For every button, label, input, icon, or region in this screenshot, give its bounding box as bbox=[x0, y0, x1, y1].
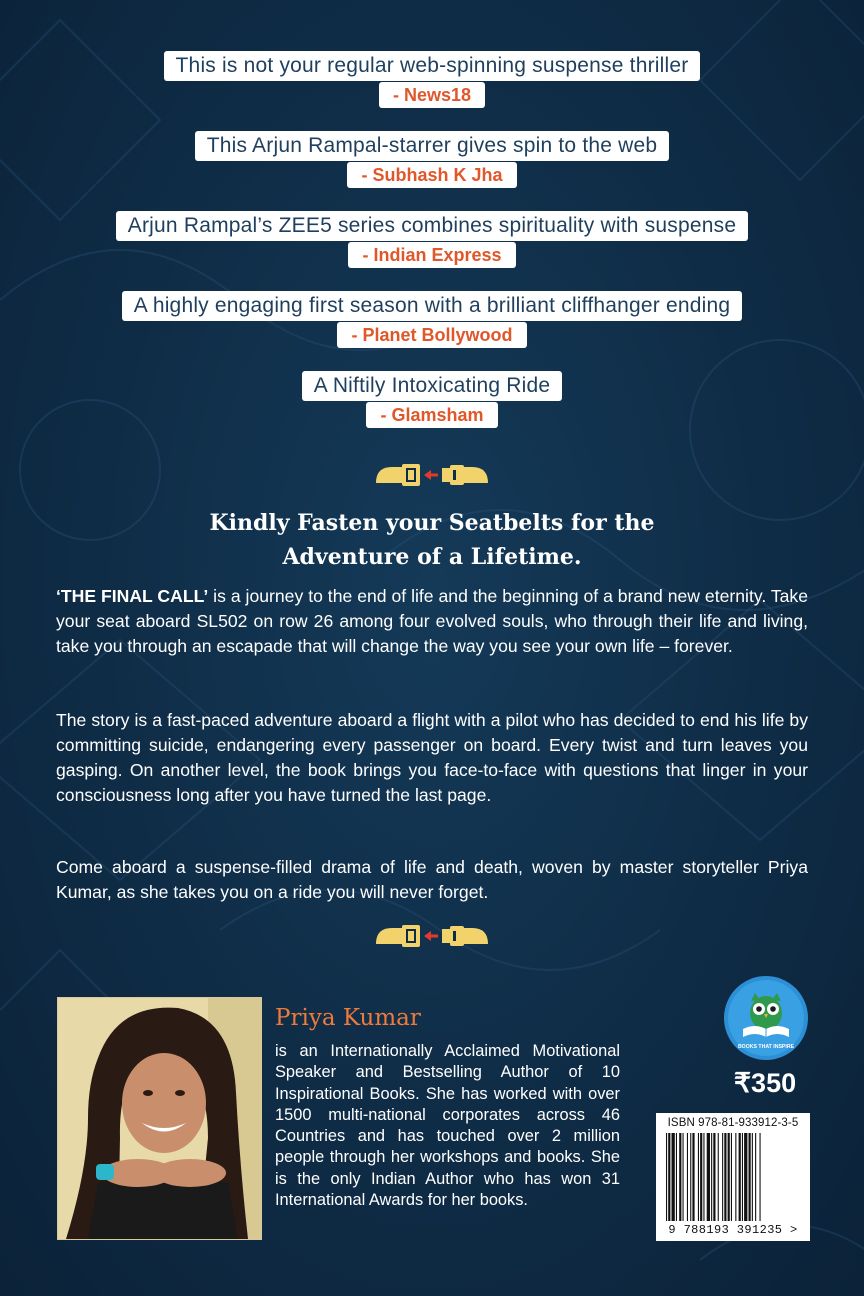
quote-block bbox=[0, 291, 864, 348]
barcode-bar bbox=[755, 1133, 756, 1221]
barcode-bar bbox=[742, 1133, 743, 1221]
headline bbox=[0, 506, 864, 574]
quote-text: This Arjun Rampal-starrer gives spin to the web bbox=[195, 131, 670, 161]
barcode-bar bbox=[744, 1133, 747, 1221]
owl-book-logo bbox=[723, 975, 809, 1061]
headline-line-1: Kindly Fasten your Seatbelts for the bbox=[209, 510, 655, 536]
barcode-bar bbox=[687, 1133, 688, 1221]
barcode-bar bbox=[676, 1133, 677, 1221]
synopsis-paragraph-3: Come aboard a suspense-filled drama of life and death, woven by master storyteller Priya Kumar, as she takes you on a ride you will never forget. bbox=[56, 857, 808, 902]
barcode-bar bbox=[728, 1133, 730, 1221]
quote-block bbox=[0, 211, 864, 268]
synopsis-paragraph-1 bbox=[56, 584, 808, 659]
barcode-bar bbox=[690, 1133, 691, 1221]
isbn-label: ISBN 978-81-933912-3-5 bbox=[667, 1117, 799, 1129]
barcode-bar bbox=[711, 1133, 712, 1221]
isbn-barcode bbox=[656, 1113, 810, 1241]
barcode-bar bbox=[683, 1133, 684, 1221]
price: ₹350 bbox=[733, 1068, 797, 1098]
barcode-bar bbox=[679, 1133, 681, 1221]
barcode-bar bbox=[749, 1133, 751, 1221]
quote-source: - News18 bbox=[379, 82, 485, 108]
quote-text: This is not your regular web-spinning suspense thriller bbox=[164, 51, 701, 81]
barcode-bar bbox=[731, 1133, 732, 1221]
paragraph-text: is a journey to the end of life and the beginning of a brand new eternity. Take your seat aboard SL502 on row 26 among four evolved souls, who through their life and living, take you through an escapade that will change the way you see your own life – forever. bbox=[56, 586, 808, 656]
quote-text: A Niftily Intoxicating Ride bbox=[302, 371, 563, 401]
barcode-bar bbox=[672, 1133, 675, 1221]
headline-line-2: Adventure of a Lifetime. bbox=[282, 544, 582, 570]
barcode-bars bbox=[664, 1133, 802, 1223]
author-bio: is an Internationally Acclaimed Motivational Speaker and Bestselling Author of 10 Inspirational Books. She has worked with over 1500 multi-national corporates across 46 Countries and has touched over 2 million people through her workshops and books. She is the only Indian Author who has won 31 International Awards for her books. bbox=[275, 1042, 620, 1210]
quote-source: - Indian Express bbox=[348, 242, 515, 268]
barcode-bar bbox=[692, 1133, 694, 1221]
isbn-digits: 9 788193 391235 > bbox=[668, 1223, 798, 1237]
barcode-bar bbox=[735, 1133, 736, 1221]
barcode-bar bbox=[666, 1133, 667, 1221]
barcode-bar bbox=[668, 1133, 670, 1221]
quote-text: A highly engaging first season with a brilliant cliffhanger ending bbox=[122, 291, 743, 321]
barcode-bar bbox=[739, 1133, 741, 1221]
synopsis-paragraph-2: The story is a fast-paced adventure aboard a flight with a pilot who has decided to end his life by committing suicide, endangering every passenger on board. Every twist and turn leaves you gasping. On another level, the book brings you face-to-face with questions that linger in your consciousness long after you have turned the last page. bbox=[56, 710, 808, 805]
quote-block bbox=[0, 371, 864, 428]
barcode-bar bbox=[703, 1133, 704, 1221]
quote-source: - Subhash K Jha bbox=[347, 162, 516, 188]
barcode-bar bbox=[752, 1133, 753, 1221]
barcode-bar bbox=[724, 1133, 726, 1221]
author-photo bbox=[57, 997, 262, 1240]
barcode-bar bbox=[707, 1133, 710, 1221]
seatbelt-buckle-icon bbox=[372, 918, 492, 952]
barcode-bar bbox=[760, 1133, 761, 1221]
barcode-bar bbox=[700, 1133, 702, 1221]
quote-source: - Glamsham bbox=[366, 402, 497, 428]
quote-block bbox=[0, 131, 864, 188]
barcode-bar bbox=[722, 1133, 723, 1221]
quote-block bbox=[0, 51, 864, 108]
publisher-tagline: BOOKS THAT INSPIRE bbox=[737, 1044, 795, 1050]
seatbelt-buckle-icon bbox=[372, 457, 492, 491]
barcode-bar bbox=[718, 1133, 719, 1221]
barcode-bar bbox=[713, 1133, 715, 1221]
author-name: Priya Kumar bbox=[275, 1005, 421, 1031]
barcode-bar bbox=[698, 1133, 699, 1221]
book-title: ‘THE FINAL CALL’ bbox=[56, 586, 209, 606]
quote-source: - Planet Bollywood bbox=[337, 322, 526, 348]
quote-text: Arjun Rampal’s ZEE5 series combines spirituality with suspense bbox=[116, 211, 748, 241]
